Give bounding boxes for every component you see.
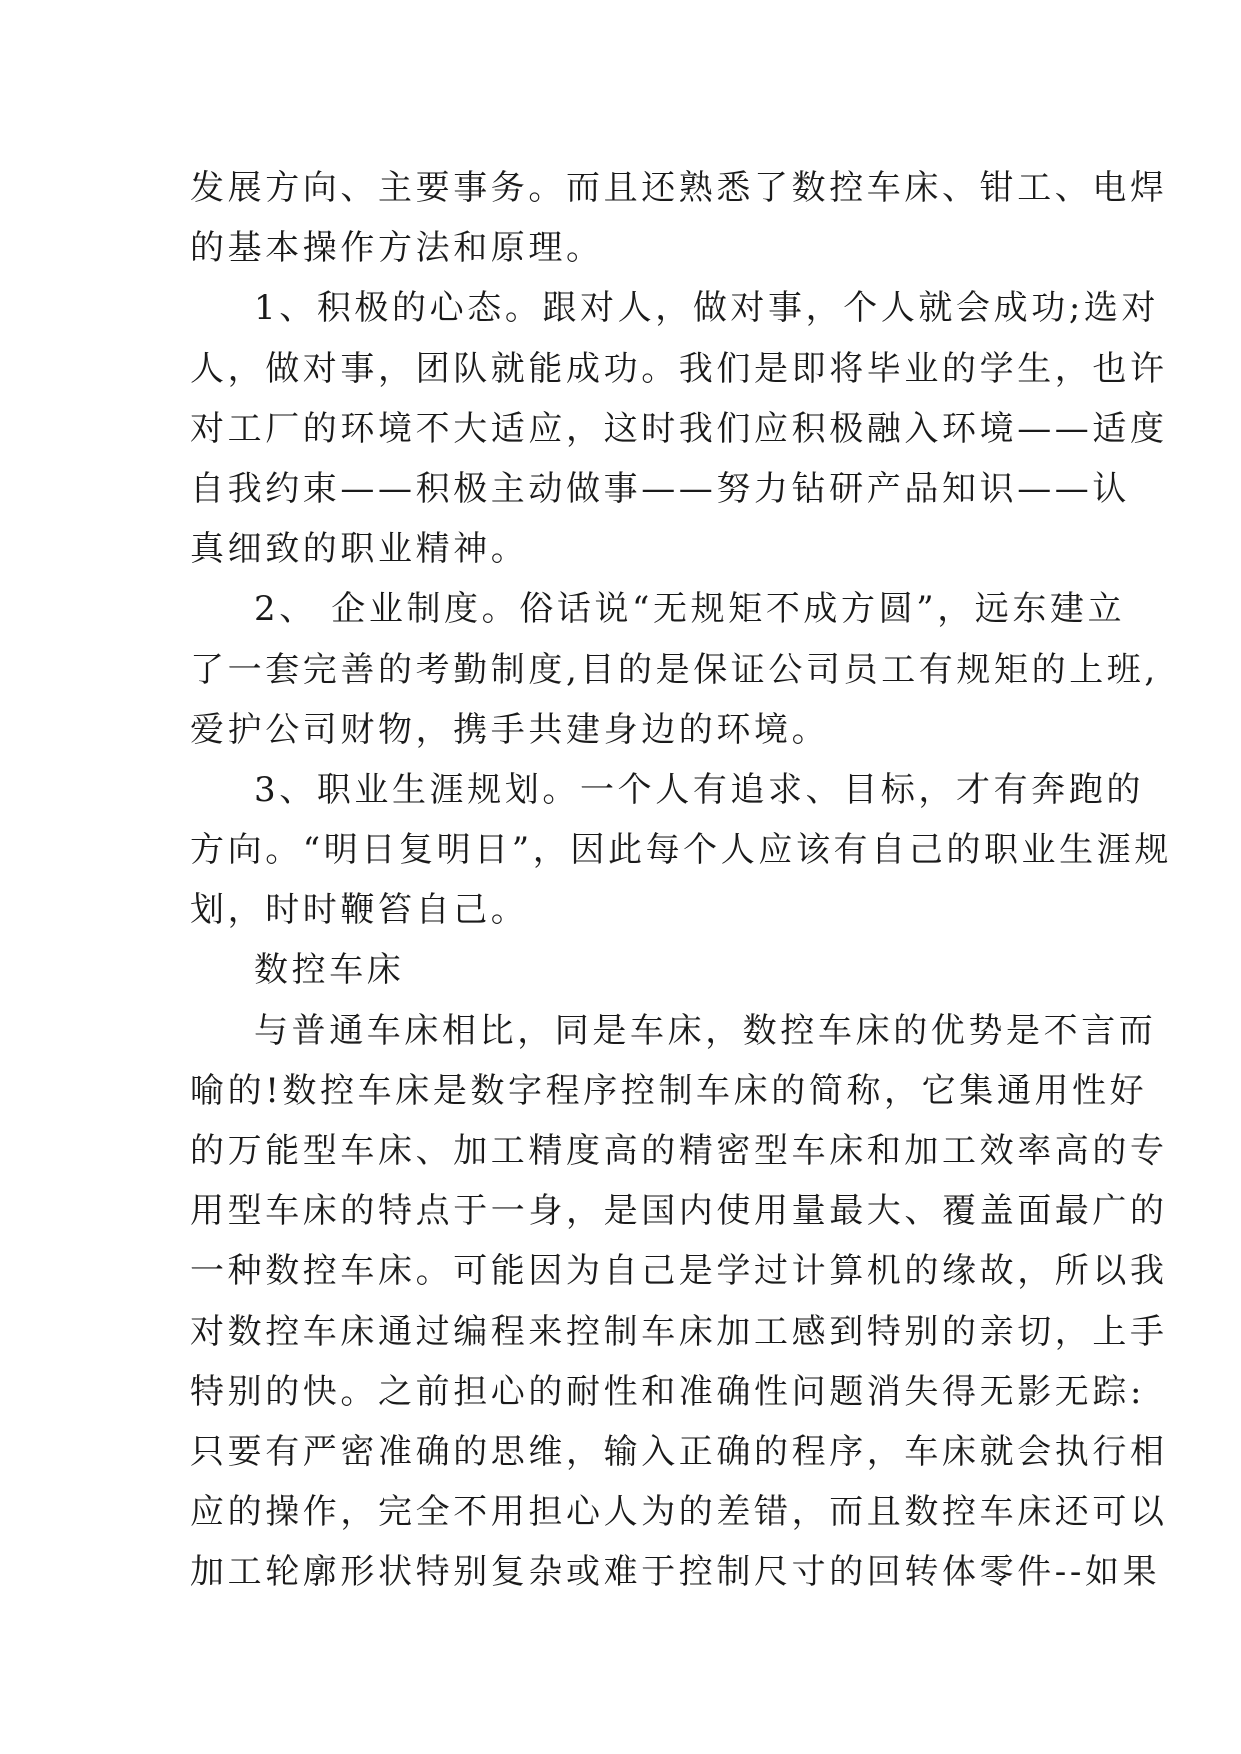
- text-line: 的基本操作方法和原理。: [190, 228, 604, 269]
- text-line: 自我约束——积极主动做事——努力钻研产品知识——认: [190, 468, 1130, 509]
- text-line: 特别的快。之前担心的耐性和准确性问题消失得无影无踪:: [190, 1371, 1146, 1412]
- text-line: 划，时时鞭笞自己。: [190, 890, 529, 931]
- text-line: 方向。“明日复明日”，因此每个人应该有自己的职业生涯规: [190, 830, 1172, 871]
- text-line: 应的操作，完全不用担心人为的差错，而且数控车床还可以: [190, 1492, 1168, 1533]
- text-line: 2、 企业制度。俗话说“无规矩不成方圆”，远东建立: [254, 589, 1126, 630]
- text-line: 了一套完善的考勤制度,目的是保证公司员工有规矩的上班,: [190, 649, 1159, 690]
- text-line: 与普通车床相比，同是车床，数控车床的优势是不言而: [254, 1010, 1157, 1051]
- text-line: 用型车床的特点于一身，是国内使用量最大、覆盖面最广的: [190, 1191, 1168, 1232]
- text-line: 喻的!数控车床是数字程序控制车床的简称，它集通用性好: [190, 1070, 1148, 1111]
- text-line: 加工轮廓形状特别复杂或难于控制尺寸的回转体零件--如果: [190, 1552, 1161, 1593]
- text-line: 爱护公司财物，携手共建身边的环境。: [190, 709, 830, 750]
- text-line: 对数控车床通过编程来控制车床加工感到特别的亲切，上手: [190, 1311, 1168, 1352]
- text-line: 对工厂的环境不大适应，这时我们应积极融入环境——适度: [190, 408, 1168, 449]
- text-line: 人，做对事，团队就能成功。我们是即将毕业的学生，也许: [190, 348, 1168, 389]
- text-line: 发展方向、主要事务。而且还熟悉了数控车床、钳工、电焊: [190, 168, 1168, 208]
- text-line: 一种数控车床。可能因为自己是学过计算机的缘故，所以我: [190, 1251, 1168, 1292]
- section-heading: 数控车床: [254, 950, 405, 991]
- text-line: 1、积极的心态。跟对人，做对事，个人就会成功;选对: [254, 288, 1160, 329]
- text-line: 只要有严密准确的思维，输入正确的程序，车床就会执行相: [190, 1431, 1168, 1472]
- text-line: 3、职业生涯规划。一个人有追求、目标，才有奔跑的: [254, 769, 1145, 810]
- text-line: 的万能型车床、加工精度高的精密型车床和加工效率高的专: [190, 1131, 1168, 1171]
- body-text: [190, 158, 1172, 1603]
- text-line: 真细致的职业精神。: [190, 529, 529, 570]
